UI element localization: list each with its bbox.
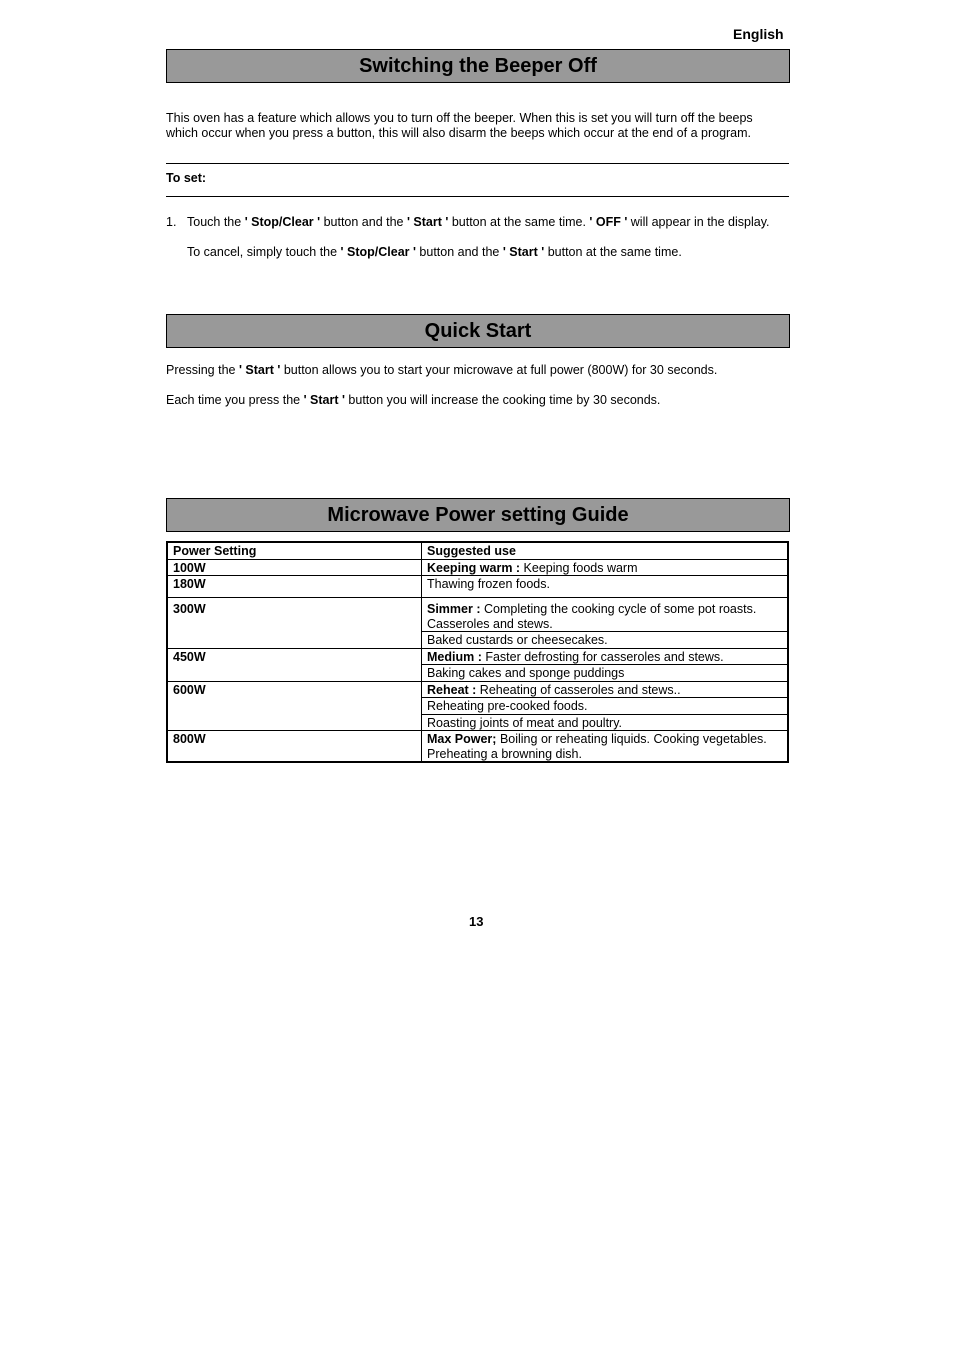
cancel-part: To cancel, simply touch the [187, 245, 341, 259]
use-cell: Roasting joints of meat and poultry. [422, 714, 789, 731]
start-ref: ' Start ' [502, 245, 545, 259]
to-set-heading: To set: [166, 171, 207, 185]
quick-start-part: Pressing the [166, 363, 239, 377]
table-row [167, 648, 788, 665]
power-cell: 450W [167, 648, 422, 681]
start-ref: ' Start ' [303, 393, 345, 407]
use-cell: Baked custards or cheesecakes. [422, 632, 789, 649]
beeper-intro [166, 111, 790, 141]
use-text: Reheating of casseroles and stews.. [476, 682, 681, 697]
use-cell: Reheating pre-cooked foods. [422, 698, 789, 715]
start-ref: ' Start ' [406, 215, 449, 229]
cancel-text [187, 245, 682, 259]
use-cell [422, 731, 789, 763]
step-1-part: button and the [320, 215, 407, 229]
col-header-use: Suggested use [422, 542, 789, 559]
section-title-quick-start: Quick Start [166, 314, 790, 348]
divider-bottom [166, 196, 789, 197]
section-title-power-guide: Microwave Power setting Guide [166, 498, 790, 532]
use-cell [422, 559, 789, 576]
stop-clear-ref: ' Stop/Clear ' [244, 215, 321, 229]
power-cell: 800W [167, 731, 422, 763]
page-number: 13 [469, 914, 484, 929]
use-keyword: Simmer : [427, 602, 481, 616]
power-cell: 600W [167, 681, 422, 731]
power-cell: 300W [167, 598, 422, 649]
use-text: Casseroles and stews. [427, 616, 553, 631]
use-keyword: Max Power; [427, 732, 497, 746]
cancel-part: button at the same time. [544, 245, 682, 259]
use-cell: Baking cakes and sponge puddings [422, 665, 789, 682]
off-ref: ' OFF ' [589, 215, 628, 229]
quick-start-part: button you will increase the cooking time by 30 seconds. [344, 393, 661, 407]
cancel-part: button and the [415, 245, 503, 259]
step-1-part: will appear in the display. [627, 215, 770, 229]
language-label: English [733, 26, 784, 42]
use-cell [422, 681, 789, 698]
use-text: Preheating a browning dish. [427, 746, 582, 761]
use-cell [422, 598, 789, 632]
use-text: Completing the cooking cycle of some pot roasts. [480, 602, 757, 616]
use-text: Keeping foods warm [520, 560, 638, 575]
quick-start-p2 [166, 393, 790, 408]
quick-start-p1 [166, 363, 790, 378]
power-cell: 180W [167, 576, 422, 598]
power-guide-table [166, 541, 789, 763]
use-keyword: Keeping warm : [427, 560, 521, 575]
quick-start-part: button allows you to start your microwave at full power (800W) for 30 seconds. [280, 363, 718, 377]
table-row [167, 681, 788, 698]
table-row [167, 576, 788, 598]
power-cell: 100W [167, 559, 422, 576]
table-row [167, 559, 788, 576]
step-1-text [187, 215, 770, 229]
quick-start-part: Each time you press the [166, 393, 304, 407]
use-keyword: Medium : [427, 649, 482, 664]
table-row [167, 731, 788, 763]
table-header-row [167, 542, 788, 559]
stop-clear-ref: ' Stop/Clear ' [340, 245, 416, 259]
step-1-part: button at the same time. [448, 215, 590, 229]
use-text: Boiling or reheating liquids. Cooking vegetables. [496, 732, 767, 746]
table-row [167, 598, 788, 632]
divider-top [166, 163, 789, 164]
use-text: Faster defrosting for casseroles and stews. [481, 649, 724, 664]
beeper-intro-line-2: which occur when you press a button, this will also disarm the beeps which occur at the end of a program. [166, 126, 752, 140]
use-cell: Thawing frozen foods. [422, 576, 789, 598]
section-title-beeper: Switching the Beeper Off [166, 49, 790, 83]
use-keyword: Reheat : [427, 682, 477, 697]
beeper-intro-line-1: This oven has a feature which allows you to turn off the beeper. When this is set you will turn off the beeps [166, 111, 753, 125]
step-1-part: Touch the [187, 215, 245, 229]
use-cell [422, 648, 789, 665]
step-number: 1. [166, 215, 177, 229]
col-header-power: Power Setting [167, 542, 422, 559]
start-ref: ' Start ' [238, 363, 281, 377]
